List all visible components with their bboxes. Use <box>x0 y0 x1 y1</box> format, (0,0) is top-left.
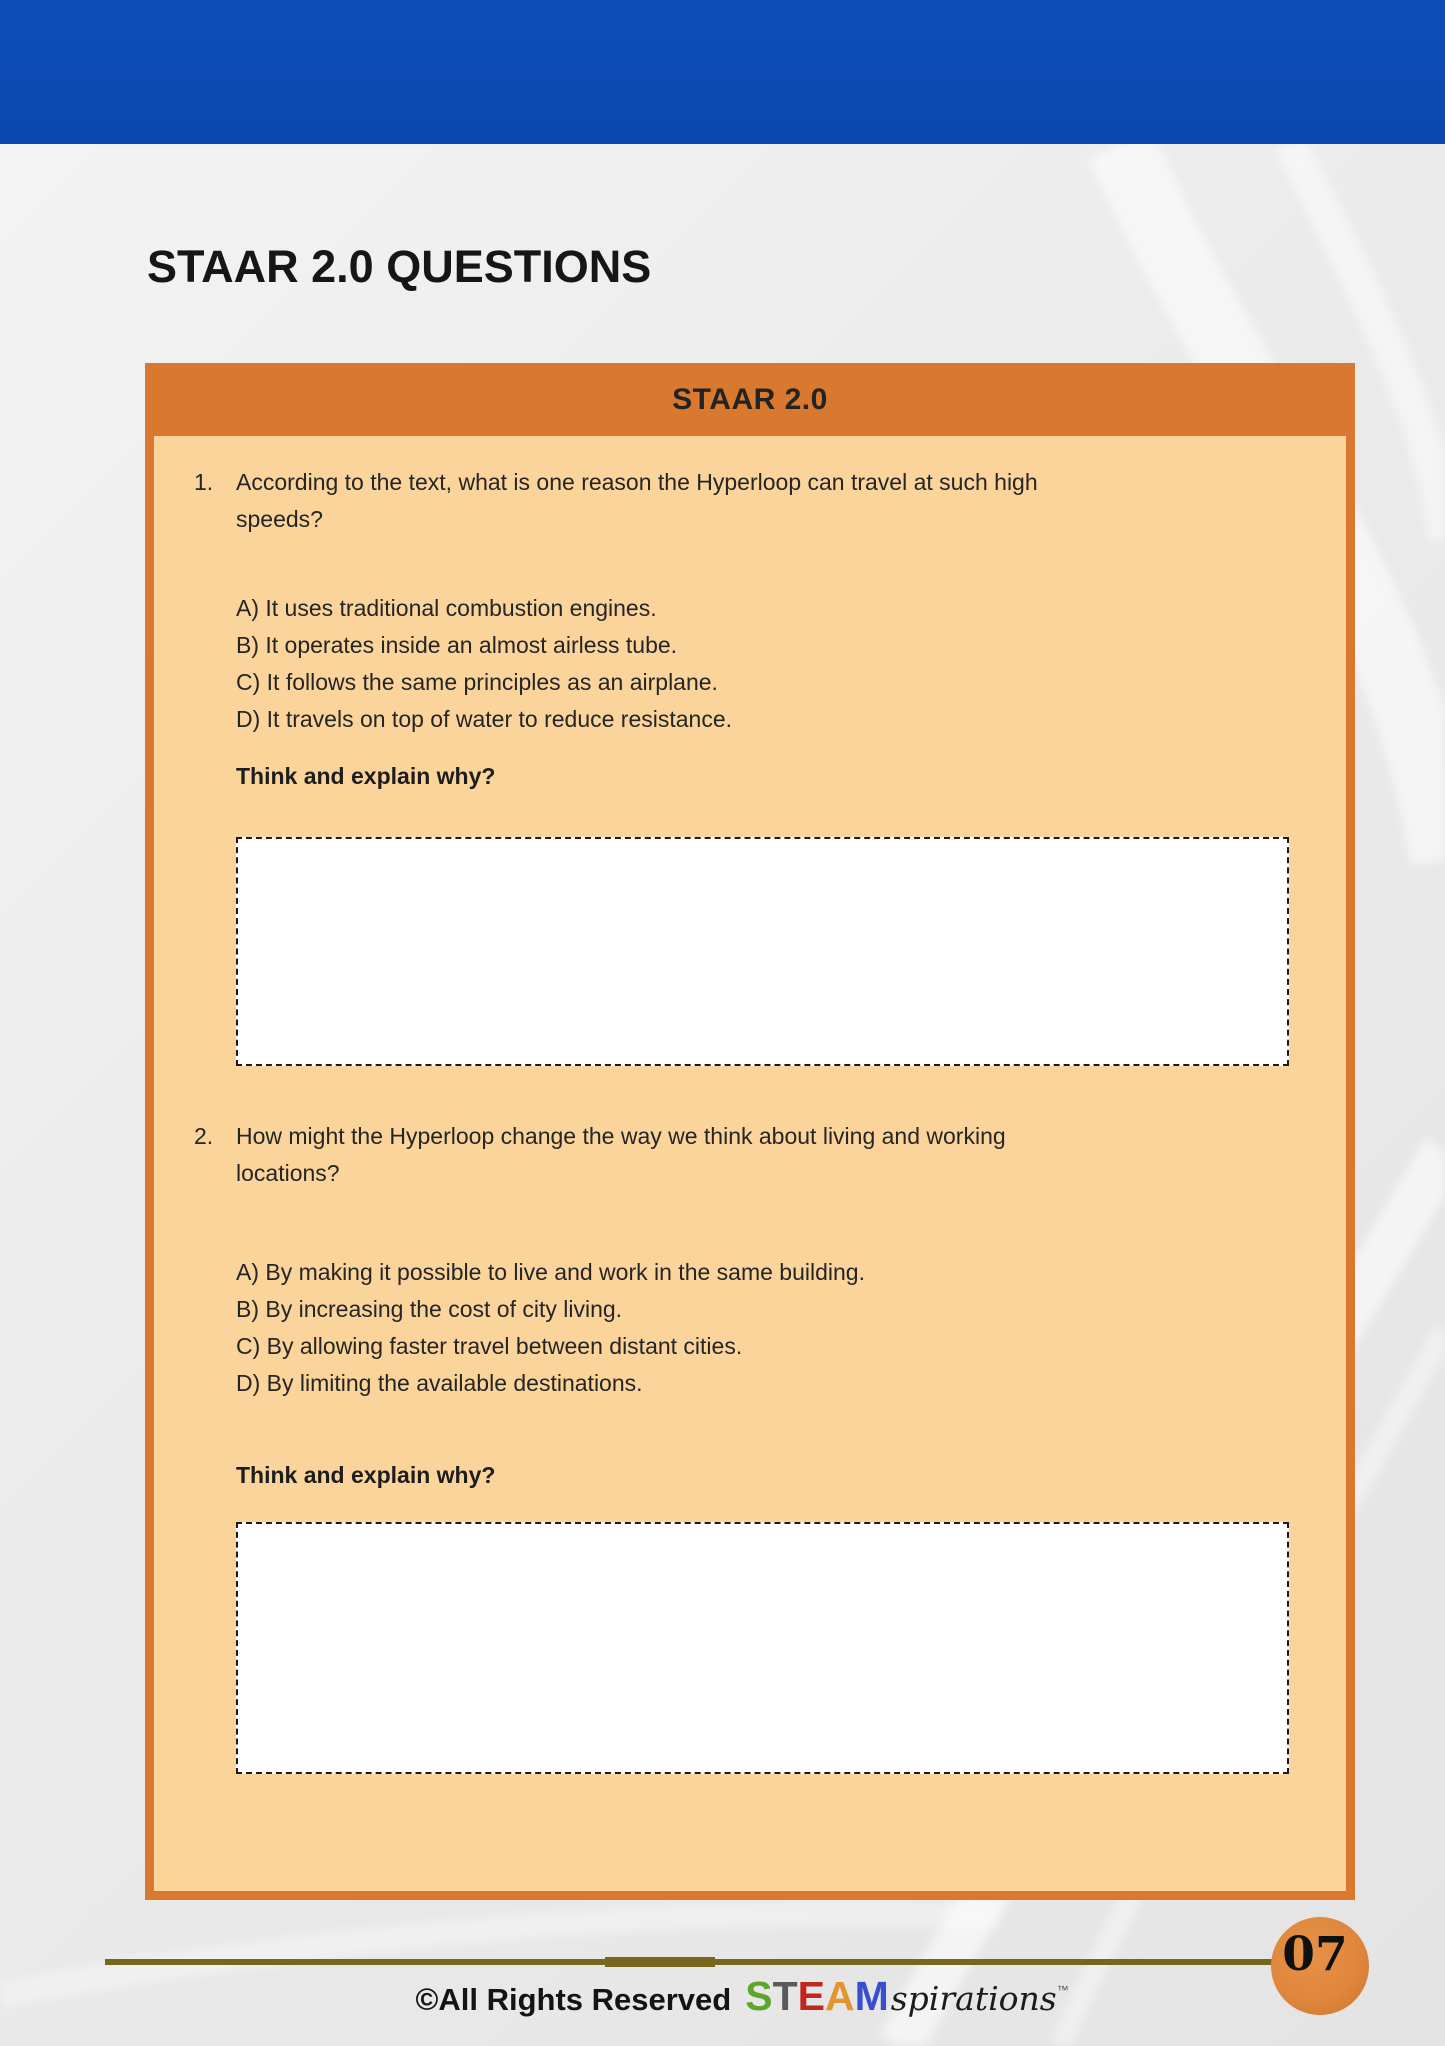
question-1-number: 1. <box>194 469 214 495</box>
question-1-options <box>236 590 1306 738</box>
logo-letter-a: A <box>824 1973 855 2019</box>
question-1-prompt: Think and explain why? <box>236 763 496 789</box>
question-1-option-a: A) It uses traditional combustion engines. <box>236 595 657 621</box>
footer-divider-line <box>105 1959 1272 1965</box>
page-number-badge <box>1271 1917 1369 2015</box>
question-1-answer-box[interactable] <box>236 837 1289 1066</box>
logo-letter-m: M <box>854 1973 889 2019</box>
question-2 <box>194 1118 1306 1192</box>
logo-letter-s: S <box>745 1973 773 2019</box>
worksheet-panel <box>145 363 1355 1900</box>
logo-suffix: spirations <box>890 1979 1057 2018</box>
question-2-prompt: Think and explain why? <box>236 1462 496 1488</box>
page-title: STAAR 2.0 QUESTIONS <box>147 241 652 292</box>
question-2-answer-box[interactable] <box>236 1522 1289 1774</box>
question-1-option-d: D) It travels on top of water to reduce resistance. <box>236 706 733 732</box>
question-2-option-c: C) By allowing faster travel between distant cities. <box>236 1333 743 1359</box>
question-2-option-d: D) By limiting the available destinations. <box>236 1370 643 1396</box>
question-2-number: 2. <box>194 1123 214 1149</box>
question-1-option-b: B) It operates inside an almost airless tube. <box>236 632 678 658</box>
worksheet-panel-body <box>154 436 1346 1891</box>
logo-letter-t: T <box>772 1973 798 2019</box>
footer <box>415 1973 1069 2019</box>
copyright-text: ©All Rights Reserved <box>415 1982 732 2017</box>
steamspirations-logo <box>745 1973 1069 2019</box>
trademark-symbol: ™ <box>1056 1983 1069 1997</box>
question-2-option-a: A) By making it possible to live and work in the same building. <box>236 1259 865 1285</box>
question-1-option-c: C) It follows the same principles as an airplane. <box>236 669 718 695</box>
top-blue-band <box>0 0 1445 144</box>
question-1 <box>194 464 1306 538</box>
question-2-options <box>236 1254 1306 1402</box>
page-number: 07 <box>1282 1927 1348 1982</box>
logo-letter-e: E <box>797 1973 825 2019</box>
question-2-option-b: B) By increasing the cost of city living. <box>236 1296 623 1322</box>
worksheet-panel-header: STAAR 2.0 <box>672 382 828 416</box>
question-1-text: According to the text, what is one reason the Hyperloop can travel at such high speeds? <box>236 469 1038 532</box>
question-2-text: How might the Hyperloop change the way we think about living and working locations? <box>236 1123 1006 1186</box>
